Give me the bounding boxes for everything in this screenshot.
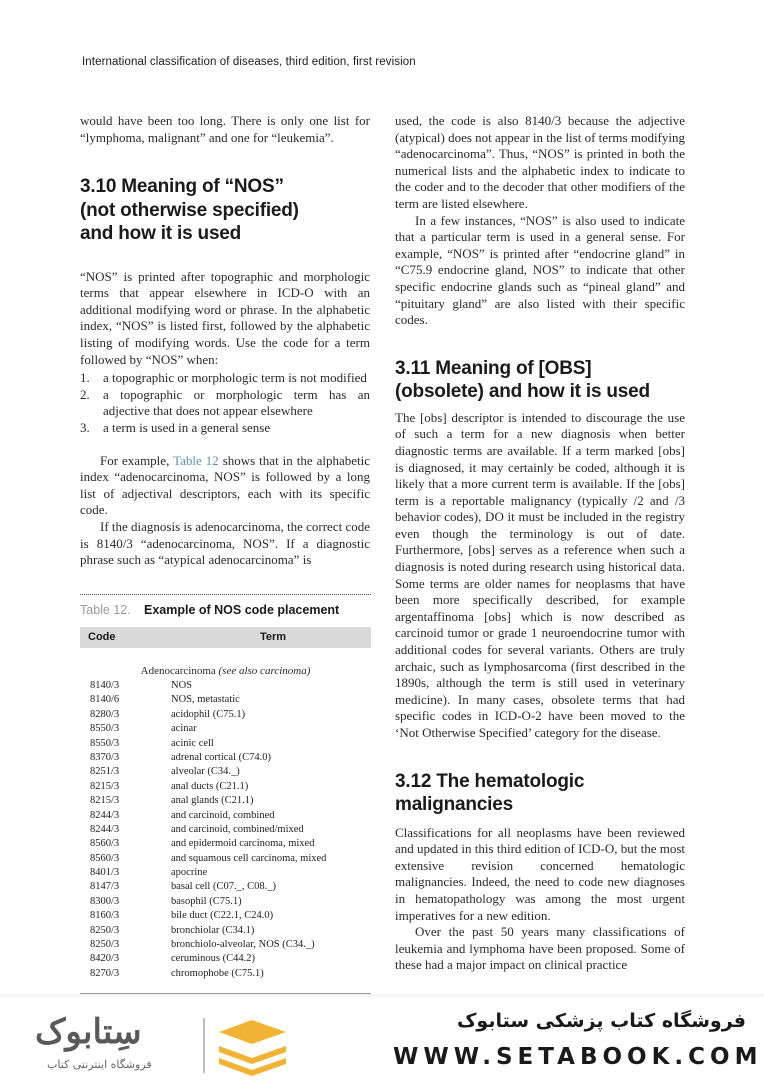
list-item: 1. a topographic or morphologic term is not modified bbox=[80, 370, 367, 386]
row-code: 8140/6 bbox=[90, 694, 120, 706]
logo-separator bbox=[203, 1018, 205, 1073]
row-term: basophil (C75.1) bbox=[171, 895, 242, 907]
table-row bbox=[80, 708, 371, 722]
nos-paragraph: “NOS” is printed after topographic and morphologic terms that appear elsewhere in ICD-O with an additional modifying word or phrase. In the alphabetic index, “NOS” is listed first, followed by the alphabetic listing of modifying words. Use the code for a term followed by “NOS” when: bbox=[80, 268, 370, 367]
column-header-term: Term bbox=[260, 631, 287, 643]
row-term: acinar bbox=[171, 723, 197, 735]
store-name: فروشگاه کتاب پزشکی ستابوک bbox=[456, 1010, 746, 1032]
row-code: 8250/3 bbox=[90, 939, 120, 951]
heading-line: and how it is used bbox=[80, 223, 242, 245]
table-12 bbox=[80, 594, 371, 994]
row-code: 8370/3 bbox=[90, 751, 120, 763]
left-column bbox=[80, 113, 370, 569]
row-code: 8140/3 bbox=[90, 680, 120, 691]
row-code: 8251/3 bbox=[90, 766, 120, 778]
hematologic-paragraph: Classifications for all neoplasms have been reviewed and updated in this third edition of ICD-O, but the most extensive revision concerned hematologic malignancies. Indeed, the need to code new diagnoses in hematopathology was among the most urgent imperatives for a new edition. bbox=[395, 824, 685, 923]
heading-line: 3.11 Meaning of [OBS] bbox=[395, 357, 592, 379]
row-code: 8550/3 bbox=[90, 723, 120, 735]
row-term: and carcinoid, combined/mixed bbox=[171, 823, 304, 835]
obs-paragraph: The [obs] descriptor is intended to discourage the use of such a term for a new diagnosis when better diagnostic terms are available. If a term marked [obs] is diagnosed, it may certainly be coded, although it is likely that a more current term is available. If the [obs] term is a reportable malignancy (typically /2 and /3 behavior codes), DO it must be included in the registry even though the terminology is out of date. Furthermore, [obs] serves as a reference when such a diagnosis is noted during research using historical data. Some terms are older names for neoplasms that have been more specifically described, for example argentaffinoma [obs] which is now described as carcinoid tumor or grade 1 neuroendocrine tumor with additional codes for several variants. Others are truly archaic, such as lymphosarcoma (first described in the 1890s, although the term is still used in veterinary medicine). In many cases, obsolete terms that had specific codes in ICD-O-2 have been moved to the ‘Not Otherwise Specified’ category for the disease. bbox=[395, 409, 685, 740]
row-code: 8550/3 bbox=[90, 737, 120, 749]
table-row bbox=[80, 880, 371, 894]
row-term: ceruminous (C44.2) bbox=[171, 953, 255, 965]
row-term: bronchiolar (C34.1) bbox=[171, 924, 255, 936]
table-row bbox=[80, 909, 371, 923]
row-term: and epidermoid carcinoma, mixed bbox=[171, 838, 315, 850]
table-row bbox=[80, 780, 371, 794]
row-term: acidophil (C75.1) bbox=[171, 708, 246, 720]
row-term: and squamous cell carcinoma, mixed bbox=[171, 852, 327, 864]
table-caption bbox=[80, 603, 371, 623]
row-term: apocrine bbox=[171, 867, 208, 879]
table-row bbox=[80, 866, 371, 880]
row-code: 8300/3 bbox=[90, 895, 120, 907]
heading-line: malignancies bbox=[395, 794, 513, 816]
row-term: adrenal cortical (C74.0) bbox=[171, 751, 271, 763]
table-12-link[interactable]: Table 12 bbox=[173, 452, 219, 468]
setabook-logo-text: سِتابوک bbox=[35, 1013, 142, 1051]
table-row bbox=[80, 938, 371, 952]
table-row bbox=[80, 924, 371, 938]
list-item: 2. a topographic or morphologic term has an adjective that does not appear elsewhere bbox=[80, 386, 370, 419]
table-row bbox=[80, 837, 371, 851]
banner-divider bbox=[0, 994, 764, 997]
book-stack-logo-icon bbox=[215, 1018, 290, 1076]
table-title: Example of NOS code placement bbox=[144, 603, 340, 617]
table-row bbox=[80, 679, 371, 693]
row-term: anal ducts (C21.1) bbox=[171, 780, 249, 792]
row-term: acinic cell bbox=[171, 737, 214, 749]
table-row bbox=[80, 794, 371, 808]
row-code: 8215/3 bbox=[90, 795, 120, 807]
table-row bbox=[80, 751, 371, 765]
row-term: and carcinoid, combined bbox=[171, 809, 275, 821]
row-term: bronchiolo-alveolar, NOS (C34._) bbox=[171, 939, 315, 951]
diagnosis-paragraph: If the diagnosis is adenocarcinoma, the correct code is 8140/3 “adenocarcinoma, NOS”. If a diagnostic phrase such as “atypical adenocarcinoma” is bbox=[80, 519, 370, 568]
general-sense-paragraph: In a few instances, “NOS” is also used to indicate that a particular term is used in a general sense. For example, “NOS” is printed after “endocrine gland” in “C75.9 endocrine gland, NOS” to indicate that other specific endocrine glands such as “pineal gland” and “pituitary gland” are also listed with their specific codes. bbox=[395, 212, 685, 328]
example-paragraph: For example, Table 12 shows that in the alphabetic index “adenocarcinoma, NOS” is followed by a long list of adjectival descriptors, each with its specific code. bbox=[80, 452, 371, 518]
table-row bbox=[80, 952, 371, 966]
section-3-11-heading bbox=[395, 357, 685, 404]
row-term: basal cell (C07._, C08._) bbox=[171, 881, 276, 893]
store-url[interactable]: WWW.SETABOOK.COM bbox=[393, 1044, 763, 1070]
intro-paragraph: would have been too long. There is only one list for “lymphoma, malignant” and one for “leukemia”. bbox=[80, 113, 370, 145]
row-code: 8215/3 bbox=[90, 780, 120, 792]
row-code: 8280/3 bbox=[90, 708, 120, 720]
table-body bbox=[80, 679, 371, 981]
list-item: 3. a term is used in a general sense bbox=[80, 420, 271, 436]
heading-line: (obsolete) and how it is used bbox=[395, 381, 650, 403]
right-column bbox=[395, 113, 685, 974]
row-term: bile duct (C22.1, C24.0) bbox=[171, 910, 274, 922]
row-code: 8270/3 bbox=[90, 967, 120, 979]
table-row bbox=[80, 967, 371, 981]
logo-tagline: فروشگاه اینترنتی کتاب bbox=[47, 1058, 152, 1071]
table-row bbox=[80, 765, 371, 779]
table-row bbox=[80, 823, 371, 837]
row-term: alveolar (C34._) bbox=[171, 766, 240, 778]
table-row bbox=[80, 809, 371, 823]
row-code: 8401/3 bbox=[90, 867, 120, 879]
table-row bbox=[80, 737, 371, 751]
table-top-rule bbox=[80, 594, 371, 595]
table-row bbox=[80, 895, 371, 909]
table-header bbox=[80, 627, 371, 648]
table-row bbox=[80, 722, 371, 736]
row-term: anal glands (C21.1) bbox=[171, 795, 254, 807]
section-3-12-heading bbox=[395, 770, 685, 817]
continued-paragraph: used, the code is also 8140/3 because the adjective (atypical) does not appear in the list of terms modifying “adenocarcinoma”. Thus, “NOS” is printed in both the numerical lists and the alphabetic index to indicate to the coder and to the decoder that other modifiers of the term are listed elsewhere. bbox=[395, 113, 685, 211]
row-code: 8420/3 bbox=[90, 953, 120, 965]
heading-line: (not otherwise specified) bbox=[80, 199, 299, 221]
row-code: 8560/3 bbox=[90, 852, 120, 864]
row-code: 8244/3 bbox=[90, 809, 120, 821]
table-number: Table 12. bbox=[80, 603, 131, 617]
classifications-paragraph: Over the past 50 years many classifications of leukemia and lymphoma have been proposed. Some of these had a major impact on clinical practice bbox=[395, 924, 685, 973]
row-code: 8147/3 bbox=[90, 881, 120, 893]
row-code: 8244/3 bbox=[90, 823, 120, 835]
heading-line: 3.10 Meaning of “NOS” bbox=[80, 176, 284, 198]
heading-line: 3.12 The hematologic bbox=[395, 770, 585, 792]
column-header-code: Code bbox=[88, 631, 116, 643]
nos-conditions-list bbox=[80, 370, 370, 436]
table-row bbox=[80, 852, 371, 866]
table-group-heading: Adenocarcinoma (see also carcinoma) bbox=[140, 665, 311, 677]
row-code: 8560/3 bbox=[90, 838, 120, 850]
row-term: chromophobe (C75.1) bbox=[171, 967, 264, 979]
row-term: NOS bbox=[171, 680, 193, 691]
running-head: International classification of diseases, third edition, first revision bbox=[82, 56, 416, 68]
row-term: NOS, metastatic bbox=[171, 694, 240, 706]
row-code: 8160/3 bbox=[90, 910, 120, 922]
table-row bbox=[80, 693, 371, 707]
section-3-10-heading bbox=[80, 175, 370, 246]
row-code: 8250/3 bbox=[90, 924, 120, 936]
